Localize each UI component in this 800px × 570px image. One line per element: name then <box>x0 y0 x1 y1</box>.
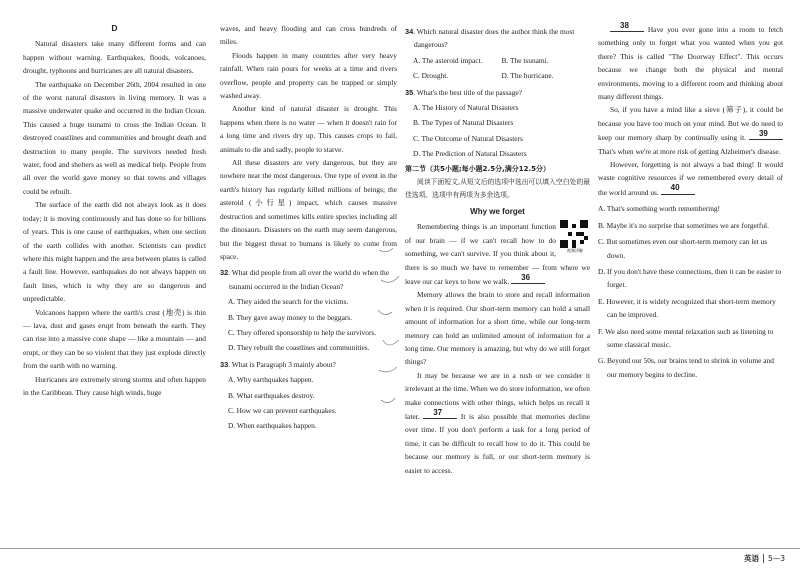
question-number: 34 <box>405 27 414 36</box>
column-1 <box>23 22 206 399</box>
blank-number: 40 <box>670 183 680 193</box>
passage-title: Why we forget <box>470 206 525 216</box>
question-text: . What's the best title of the passage? <box>413 87 522 97</box>
passage-paragraph: Natural disasters take many different forms and can happen without warning. Earthquakes, floods, volcanoes, drought, typhoons and hurricanes are all natural disasters. <box>23 39 206 76</box>
option[interactable]: C. How we can prevent earthquakes. <box>228 405 337 415</box>
blank-36[interactable] <box>511 274 545 284</box>
option[interactable]: D. The Prediction of Natural Disasters <box>413 149 527 159</box>
question-number: 33 <box>220 359 229 369</box>
column-3 <box>405 22 590 477</box>
option[interactable]: C. But sometimes even our short-term memory can let us down. <box>598 237 768 260</box>
question-32 <box>220 266 397 293</box>
option[interactable]: D. When earthquakes happen. <box>228 421 317 431</box>
page-footer <box>0 548 800 565</box>
blank-40[interactable] <box>661 185 695 195</box>
passage-paragraph: All these disasters are very dangerous, but they are nowhere near the most dangerous. One type of event in the earth's history has regularly killed millions of beings; the asteroid (小行星) impact, which causes massive destruction and sometimes kills entire species including all the dinosaurs. Disasters on the earth may seem dangerous, but the biggest threat to humans is likely to come from space. <box>220 158 397 261</box>
section-2-instructions: 阅读下面短文,从短文后的选项中选出可以填入空白处的最佳选项。选项中有两项为多余选项。 <box>405 178 590 200</box>
passage-paragraph: Volcanoes happen where the earth's crust (地壳) is thin — lava, dust and gases erupt from beneath the earth. They can rise into a massive cone shape — like a mountain — and erupt, or they can be so violent that they just explode directly from the earth with no warning. <box>23 307 206 371</box>
option[interactable]: D. They rebuilt the coastlines and communities. <box>228 343 370 353</box>
passage-paragraph: The earthquake on December 26th, 2004 resulted in one of the worst natural disasters in living memory. It was a massive underwater quake and occurred in the Indian Ocean. This caused a huge tsunami to cross the Indian Ocean. It destroyed coastlines and communities and brought death and destruction to many people. The survivors needed fresh water, food and shelters as well as medical help. People from all over the world gave money so that towns and villages could be rebuilt. <box>23 79 206 196</box>
passage-paragraph: Hurricanes are extremely strong storms and often happen in the Caribbean. They cause high winds, huge <box>23 374 206 397</box>
option[interactable]: B. They gave away money to the beggars. <box>228 312 353 322</box>
question-33 <box>220 358 397 371</box>
footer-subject: 英语 <box>743 554 759 563</box>
blank-38[interactable] <box>610 22 644 32</box>
qr-code[interactable] <box>560 220 590 254</box>
option[interactable]: G. Beyond our 50s, our brains tend to shrink in volume and our memory begins to decline. <box>598 356 774 379</box>
blank-number: 37 <box>433 407 443 417</box>
passage-paragraph: Memory allows the brain to store and recall information when it is required. Our short-term memory can hold a small amount of information for a short time, while our long-term memory can hold an unlimited amount of information for a long time. Our memory is amazing, but why do we still forget things? <box>405 290 590 367</box>
option[interactable]: D. If you don't have these connections, then it can be easier to forget. <box>598 266 782 290</box>
question-number: 32 <box>220 268 229 278</box>
passage-text: So, if you have a mind like a sieve (筛子), it could be because you have too much on your mind. But we do need to keep our memory sharp by continually using it. <box>598 105 783 143</box>
passage-paragraph <box>598 103 783 158</box>
option[interactable]: D. The hurricane. <box>501 71 554 81</box>
blank-number: 38 <box>620 20 629 30</box>
passage-paragraph: The surface of the earth did not always look as it does today; it is moving continuously and has done so for billions of years. This is one cause of earthquakes, when one section of the earth collides with another. Scientists can predict where this might happen and the area between plates is called a fault line. However, earthquakes do not always happen on fault lines, which is why they are so dangerous and unpredictable. <box>23 200 206 304</box>
qr-code-icon <box>560 220 588 248</box>
passage-text: It is also possible that memories decline over time. If you don't perform a task for a long period of time, it can be difficult to recall how to do it. This could be because our memory is full, or our short-term memory is easier to access. <box>405 411 590 475</box>
passage-paragraph: waves, and heavy flooding and can cross hundreds of miles. <box>220 24 397 47</box>
option[interactable]: C. They offered sponsorship to help the survivors. <box>228 327 377 337</box>
question-35 <box>405 86 590 99</box>
option[interactable]: B. Maybe it's no surprise that sometimes we are forgetful. <box>598 220 769 230</box>
column-2 <box>220 22 397 433</box>
footer-divider <box>763 554 764 563</box>
option-row <box>413 69 590 82</box>
option[interactable]: B. The Types of Natural Disasters <box>413 118 514 128</box>
option[interactable]: C. Drought. <box>413 71 449 81</box>
option[interactable]: F. We also need some mental relaxation such as listening to some classical music. <box>598 326 774 349</box>
option[interactable]: C. The Outcome of Natural Disasters <box>413 133 523 143</box>
question-number: 35 <box>405 87 414 97</box>
passage-paragraph: Another kind of natural disaster is drought. This happens when there is no water — when it doesn't rain for a long time and rivers dry up. This causes crops to fail, animals to die and sadly, people to starve. <box>220 104 397 154</box>
passage-text: Remembering things is an important function of our brain — if we can't recall how to do something, we can't survive. If you think about it, there is so much we have to remember — from where we leave our car keys to how we walk. <box>405 222 590 286</box>
option[interactable]: B. The tsunami. <box>501 55 549 65</box>
blank-number: 36 <box>521 272 531 282</box>
passage-text: It may be because we are in a rush or we consider it irrelevant at the time. When we do store information, we often make connections with other things, which helps us recall it later. <box>405 370 590 421</box>
section-2-header: 第二节（共5小题;每小题2.5分,满分12.5分） <box>405 164 551 173</box>
option[interactable]: A. Why earthquakes happen. <box>228 375 314 385</box>
passage-paragraph <box>598 22 783 103</box>
option[interactable]: A. The asteroid impact. <box>413 55 483 65</box>
blank-37[interactable] <box>423 409 457 419</box>
passage-text: However, forgetting is not always a bad thing! It would waste cognitive resources if we remembered every detail of the world around us. <box>598 160 783 197</box>
option[interactable]: A. That's something worth remembering! <box>598 204 721 214</box>
blank-39[interactable] <box>749 130 783 140</box>
footer-tag <box>744 552 785 565</box>
column-4 <box>598 22 783 381</box>
option-list <box>598 202 783 381</box>
question-text: . Which natural disaster does the author think the most dangerous? <box>413 27 575 50</box>
option-row <box>413 54 590 67</box>
passage-text: That's when we're at more risk of getting Alzheimer's disease. <box>598 146 781 156</box>
blank-number: 39 <box>758 128 768 138</box>
passage-paragraph <box>598 158 783 199</box>
qr-caption: 视频讲解 <box>567 248 583 254</box>
option[interactable]: B. What earthquakes destroy. <box>228 390 315 400</box>
passage-label: D <box>111 23 118 33</box>
question-text: . What is Paragraph 3 mainly about? <box>228 359 336 369</box>
question-text: . What did people from all over the world do when the tsunami occurred in the Indian Ocean? <box>228 268 390 291</box>
option[interactable]: A. The History of Natural Disasters <box>413 103 519 113</box>
passage-text: Have you ever gone into a room to fetch something only to forget what you wanted when you got there? This is called "The Doorway Effect". This occurs because we change both the physical and mental environments, moving to a different room and thinking about many different things. <box>598 25 783 102</box>
question-34 <box>405 25 590 52</box>
pencil-scribble-marks <box>375 240 405 440</box>
passage-paragraph: Floods happen in many countries after very heavy rainfall. When rain pours for weeks at a time and rivers overflow, people and property can be trapped or simply washed away. <box>220 50 397 101</box>
passage-paragraph <box>405 369 590 477</box>
option[interactable]: E. However, it is widely recognized that short-term memory can be improved. <box>598 296 776 320</box>
option[interactable]: A. They aided the search for the victims. <box>228 297 349 307</box>
footer-page-number: 5—3 <box>767 554 785 563</box>
